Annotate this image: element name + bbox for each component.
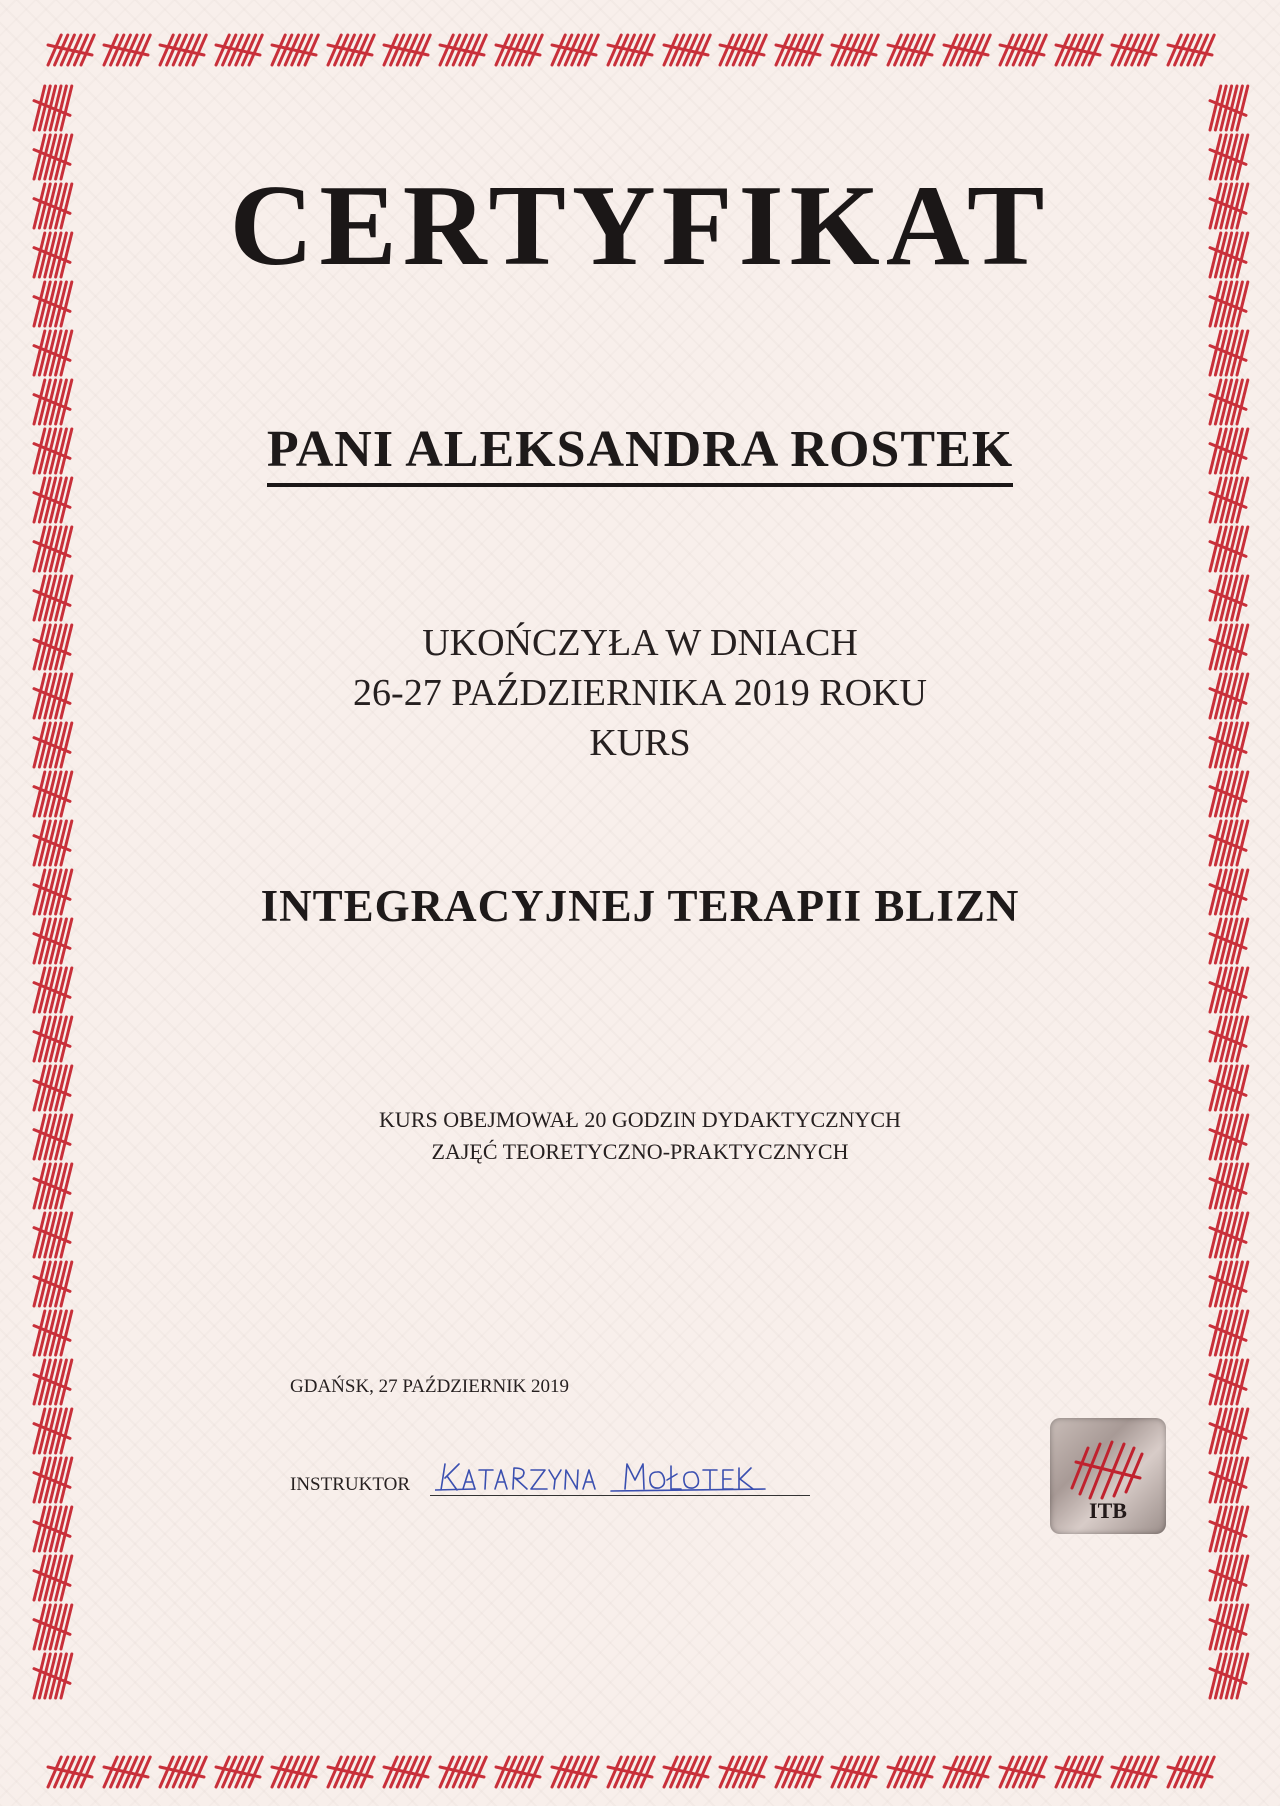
border-hatch-motif	[34, 331, 72, 375]
certificate-content	[140, 0, 1140, 1806]
border-hatch-motif	[34, 233, 72, 277]
border-hatch-motif	[48, 1757, 94, 1787]
border-hatch-motif	[34, 1458, 72, 1502]
border-hatch-motif	[34, 772, 72, 816]
border-hatch-motif	[34, 429, 72, 473]
completion-date-line: 26-27 PAŹDZIERNIKA 2019 ROKU	[353, 672, 927, 714]
border-hatch-motif	[34, 478, 72, 522]
border-hatch-motif	[1210, 772, 1248, 816]
border-hatch-motif	[1210, 1017, 1248, 1061]
border-hatch-motif	[1210, 1458, 1248, 1502]
border-hatch-motif	[34, 1311, 72, 1355]
border-hatch-motif	[1210, 1115, 1248, 1159]
border-hatch-motif	[34, 282, 72, 326]
border-hatch-motif	[1210, 1262, 1248, 1306]
border-hatch-motif	[1210, 576, 1248, 620]
border-hatch-motif	[1210, 1556, 1248, 1600]
border-hatch-motif	[34, 625, 72, 669]
border-hatch-motif	[1210, 527, 1248, 571]
itb-hologram-seal	[1050, 1418, 1166, 1534]
recipient-name	[140, 420, 1140, 487]
border-hatch-motif	[1210, 1066, 1248, 1110]
border-hatch-motif	[34, 821, 72, 865]
border-hatch-motif	[34, 1605, 72, 1649]
completion-line: UKOŃCZYŁA W DNIACH	[422, 622, 858, 664]
border-hatch-motif	[1210, 429, 1248, 473]
border-hatch-motif	[34, 135, 72, 179]
border-hatch-motif	[34, 1507, 72, 1551]
border-hatch-motif	[34, 1556, 72, 1600]
border-hatch-motif	[34, 86, 72, 130]
border-hatch-motif	[1210, 1311, 1248, 1355]
border-hatch-motif	[1210, 1164, 1248, 1208]
instructor-signature-row	[290, 1462, 810, 1502]
border-hatch-motif	[34, 1066, 72, 1110]
certificate-title: CERTYFIKAT	[229, 162, 1051, 290]
border-hatch-motif	[34, 576, 72, 620]
border-hatch-motif	[34, 1360, 72, 1404]
border-hatch-motif	[1210, 870, 1248, 914]
instructor-label: INSTRUKTOR	[290, 1474, 410, 1495]
border-hatch-motif	[34, 1017, 72, 1061]
border-hatch-motif	[34, 1164, 72, 1208]
border-hatch-motif	[1210, 331, 1248, 375]
border-hatch-motif	[34, 1409, 72, 1453]
border-hatch-motif	[1210, 1507, 1248, 1551]
border-hatch-motif	[34, 723, 72, 767]
border-hatch-motif	[1210, 184, 1248, 228]
border-hatch-motif	[1210, 1409, 1248, 1453]
border-hatch-motif	[34, 870, 72, 914]
border-hatch-motif	[1210, 1213, 1248, 1257]
seal-label: ITB	[1089, 1498, 1127, 1523]
instructor-signature	[435, 1456, 780, 1494]
completion-course-word: KURS	[589, 722, 691, 764]
border-hatch-motif	[1210, 1360, 1248, 1404]
border-hatch-motif	[1210, 674, 1248, 718]
border-hatch-motif	[1210, 380, 1248, 424]
hours-line: KURS OBEJMOWAŁ 20 GODZIN DYDAKTYCZNYCH	[379, 1107, 901, 1132]
place-and-date: GDAŃSK, 27 PAŹDZIERNIK 2019	[290, 1376, 570, 1397]
border-hatch-motif	[1210, 1605, 1248, 1649]
border-hatch-motif	[34, 674, 72, 718]
border-hatch-motif	[1210, 968, 1248, 1012]
border-hatch-motif	[34, 1654, 72, 1698]
recipient-name-text: PANI ALEKSANDRA ROSTEK	[267, 420, 1013, 487]
border-hatch-motif	[34, 1115, 72, 1159]
border-hatch-motif	[1168, 1757, 1214, 1787]
border-hatch-motif	[1210, 1654, 1248, 1698]
border-hatch-motif	[48, 35, 94, 65]
border-hatch-motif	[34, 527, 72, 571]
border-hatch-motif	[1210, 625, 1248, 669]
border-hatch-motif	[1210, 282, 1248, 326]
border-hatch-motif	[1210, 86, 1248, 130]
completion-statement	[140, 618, 1140, 768]
border-hatch-motif	[34, 919, 72, 963]
border-hatch-motif	[1168, 35, 1214, 65]
border-hatch-motif	[1210, 723, 1248, 767]
border-hatch-motif	[34, 184, 72, 228]
hours-line-2: ZAJĘĆ TEORETYCZNO-PRAKTYCZNYCH	[431, 1139, 849, 1164]
signature-line	[430, 1495, 810, 1496]
border-hatch-motif	[34, 1262, 72, 1306]
border-hatch-motif	[1210, 233, 1248, 277]
border-hatch-motif	[34, 968, 72, 1012]
course-hours	[140, 1104, 1140, 1168]
border-hatch-motif	[34, 380, 72, 424]
border-hatch-motif	[1210, 821, 1248, 865]
border-hatch-motif	[1210, 478, 1248, 522]
border-hatch-motif	[1210, 135, 1248, 179]
course-name: INTEGRACYJNEJ TERAPII BLIZN	[260, 881, 1020, 931]
border-hatch-motif	[1210, 919, 1248, 963]
border-hatch-motif	[34, 1213, 72, 1257]
